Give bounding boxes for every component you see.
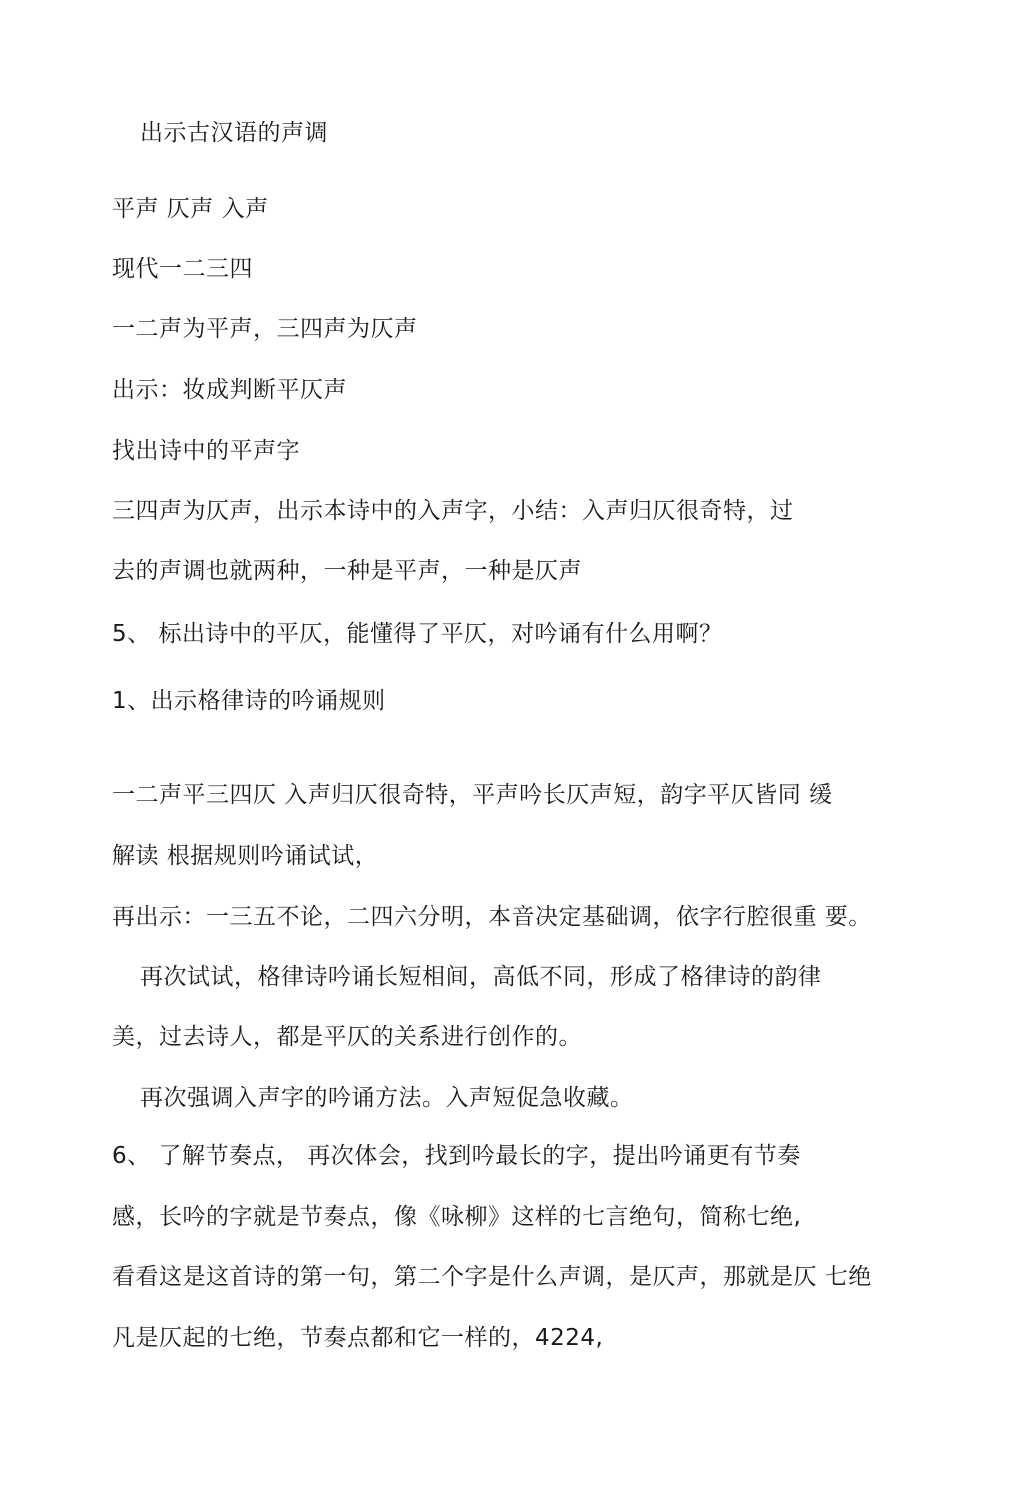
text-line-15: 美，过去诗人，都是平仄的关系进行创作的。 <box>112 1024 582 1050</box>
text-line-2: 平声 仄声 入声 <box>112 196 269 222</box>
text-line-7: 三四声为仄声，出示本诗中的入声字，小结：入声归仄很奇特，过 <box>112 498 794 524</box>
text-line-16: 再次强调入声字的吟诵方法。入声短促急收藏。 <box>140 1085 634 1111</box>
text-line-8: 去的声调也就两种，一种是平声，一种是仄声 <box>112 558 582 584</box>
text-line-6: 找出诗中的平声字 <box>112 438 300 464</box>
text-line-5: 出示：妆成判断平仄声 <box>112 377 347 403</box>
text-line-9: 5、 标出诗中的平仄，能懂得了平仄，对吟诵有什么用啊？ <box>112 621 723 647</box>
text-line-12: 解读 根据规则吟诵试试， <box>112 843 379 869</box>
text-line-14: 再次试试，格律诗吟诵长短相间，高低不同，形成了格律诗的韵律 <box>140 964 822 990</box>
text-line-1: 出示古汉语的声调 <box>140 120 328 146</box>
text-line-10: 1、出示格律诗的吟诵规则 <box>112 688 386 714</box>
text-line-3: 现代一二三四 <box>112 256 253 282</box>
text-line-13: 再出示：一三五不论，二四六分明，本音决定基础调，依字行腔很重 要。 <box>112 904 872 930</box>
text-line-11: 一二声平三四仄 入声归仄很奇特，平声吟长仄声短，韵字平仄皆同 缓 <box>112 782 833 808</box>
text-line-19: 看看这是这首诗的第一句，第二个字是什么声调，是仄声，那就是仄 七绝 <box>112 1264 872 1290</box>
text-line-20: 凡是仄起的七绝，节奏点都和它一样的，4224, <box>112 1325 604 1351</box>
text-line-17: 6、 了解节奏点， 再次体会，找到吟最长的字，提出吟诵更有节奏 <box>112 1143 801 1169</box>
text-line-18: 感，长吟的字就是节奏点，像《咏柳》这样的七言绝句，简称七绝, <box>112 1204 802 1230</box>
text-line-4: 一二声为平声，三四声为仄声 <box>112 316 418 342</box>
